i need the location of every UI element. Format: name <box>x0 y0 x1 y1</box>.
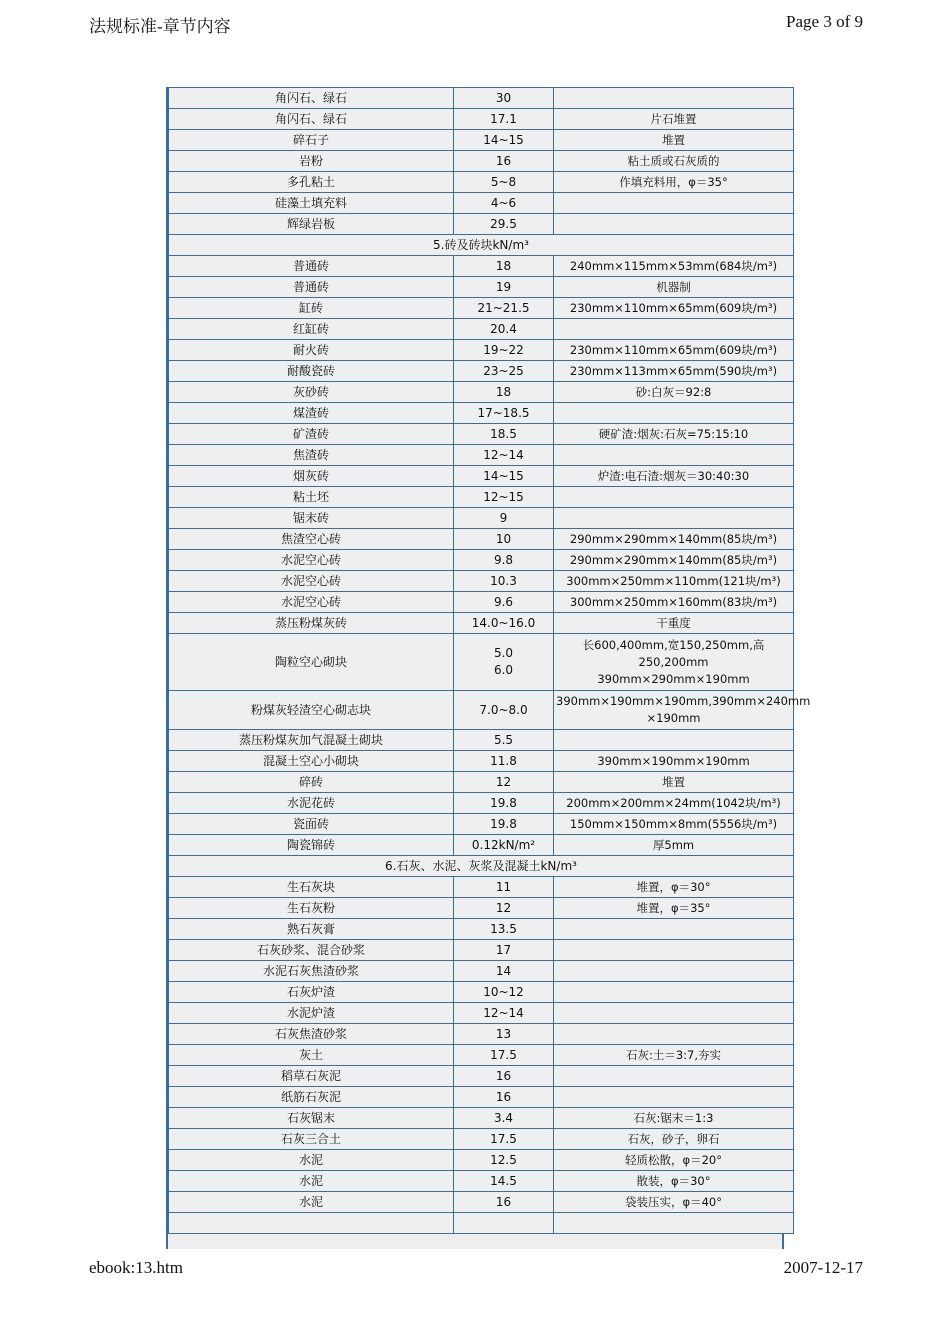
remark: 机器制 <box>554 277 794 298</box>
remark-line: ×190mm <box>646 711 701 725</box>
table-row <box>169 961 794 982</box>
unit-weight-line: 5.0 <box>493 646 514 660</box>
remark <box>554 961 794 982</box>
unit-weight: 29.5 <box>454 214 554 235</box>
material-name: 石灰三合土 <box>169 1129 454 1150</box>
remark <box>554 919 794 940</box>
table-row <box>169 835 794 856</box>
remark <box>554 1087 794 1108</box>
unit-weight: 18 <box>454 256 554 277</box>
material-name: 普通砖 <box>169 256 454 277</box>
table-row <box>169 277 794 298</box>
remark <box>554 691 811 730</box>
material-name: 混凝土空心小砌块 <box>169 751 454 772</box>
remark: 堆置，φ＝35° <box>554 898 794 919</box>
remark: 150mm×150mm×8mm(5556块/m³) <box>554 814 794 835</box>
material-name: 碎砖 <box>169 772 454 793</box>
material-name: 水泥空心砖 <box>169 550 454 571</box>
footer-source: ebook:13.htm <box>89 1258 183 1277</box>
table-row <box>169 1129 794 1150</box>
table-row <box>169 1108 794 1129</box>
remark: 300mm×250mm×160mm(83块/m³) <box>554 592 794 613</box>
remark-line: 长600,400mm,宽150,250mm,高 <box>582 637 765 652</box>
remark <box>554 193 794 214</box>
header-title: 法规标准-章节内容 <box>89 17 231 36</box>
unit-weight: 11.8 <box>454 751 554 772</box>
unit-weight: 13.5 <box>454 919 554 940</box>
unit-weight: 17.5 <box>454 1045 554 1066</box>
material-name: 水泥 <box>169 1192 454 1213</box>
table-row <box>169 487 794 508</box>
unit-weight: 16 <box>454 1192 554 1213</box>
table-row <box>169 691 794 730</box>
unit-weight: 12~14 <box>454 1003 554 1024</box>
remark: 堆置 <box>554 772 794 793</box>
remark <box>554 214 794 235</box>
unit-weight: 12~15 <box>454 487 554 508</box>
table-row <box>169 919 794 940</box>
table-row <box>169 130 794 151</box>
table-row <box>169 898 794 919</box>
material-name: 矿渣砖 <box>169 424 454 445</box>
remark <box>554 1213 794 1234</box>
table-row <box>169 793 794 814</box>
table-row <box>169 1192 794 1213</box>
material-name: 灰砂砖 <box>169 382 454 403</box>
unit-weight: 18.5 <box>454 424 554 445</box>
remark <box>554 88 794 109</box>
table-row <box>169 214 794 235</box>
remark <box>554 1066 794 1087</box>
remark <box>554 487 794 508</box>
unit-weight <box>454 634 554 691</box>
material-name: 石灰锯末 <box>169 1108 454 1129</box>
remark: 300mm×250mm×110mm(121块/m³) <box>554 571 794 592</box>
table-row <box>169 1024 794 1045</box>
unit-weight <box>454 1213 554 1234</box>
remark: 石灰:锯末＝1:3 <box>554 1108 794 1129</box>
table-row <box>169 109 794 130</box>
material-weight-table <box>166 87 811 1249</box>
remark <box>554 634 794 691</box>
material-name: 石灰焦渣砂浆 <box>169 1024 454 1045</box>
table-row <box>169 772 794 793</box>
remark: 290mm×290mm×140mm(85块/m³) <box>554 550 794 571</box>
table-row <box>169 172 794 193</box>
table-row <box>169 151 794 172</box>
unit-weight: 0.12kN/m² <box>454 835 554 856</box>
material-name: 生石灰粉 <box>169 898 454 919</box>
unit-weight: 9.8 <box>454 550 554 571</box>
material-name: 缸砖 <box>169 298 454 319</box>
unit-weight: 19.8 <box>454 793 554 814</box>
remark <box>554 1003 794 1024</box>
remark: 230mm×110mm×65mm(609块/m³) <box>554 340 794 361</box>
unit-weight: 14~15 <box>454 130 554 151</box>
unit-weight: 16 <box>454 151 554 172</box>
table-row <box>169 571 794 592</box>
material-name: 蒸压粉煤灰加气混凝土砌块 <box>169 730 454 751</box>
remark <box>554 403 794 424</box>
unit-weight: 17~18.5 <box>454 403 554 424</box>
table-row <box>169 877 794 898</box>
remark: 硬矿渣:烟灰:石灰=75:15:10 <box>554 424 794 445</box>
material-name: 普通砖 <box>169 277 454 298</box>
material-name: 水泥炉渣 <box>169 1003 454 1024</box>
material-name: 灰土 <box>169 1045 454 1066</box>
material-name: 锯末砖 <box>169 508 454 529</box>
remark: 作填充料用，φ＝35° <box>554 172 794 193</box>
remark: 粘土质或石灰质的 <box>554 151 794 172</box>
material-name: 角闪石、绿石 <box>169 88 454 109</box>
unit-weight: 16 <box>454 1087 554 1108</box>
unit-weight: 17.1 <box>454 109 554 130</box>
remark: 干重度 <box>554 613 794 634</box>
remark-line: 390mm×290mm×190mm <box>597 671 750 686</box>
material-name: 辉绿岩板 <box>169 214 454 235</box>
material-name: 焦渣砖 <box>169 445 454 466</box>
unit-weight: 9 <box>454 508 554 529</box>
table-row <box>169 814 794 835</box>
table-row <box>169 1003 794 1024</box>
table-row <box>169 466 794 487</box>
unit-weight-line: 6.0 <box>493 663 514 677</box>
material-name: 烟灰砖 <box>169 466 454 487</box>
unit-weight: 21~21.5 <box>454 298 554 319</box>
remark: 石灰:土＝3:7,夯实 <box>554 1045 794 1066</box>
material-name: 水泥 <box>169 1171 454 1192</box>
unit-weight: 5~8 <box>454 172 554 193</box>
table-body <box>169 88 811 1234</box>
remark: 230mm×110mm×65mm(609块/m³) <box>554 298 794 319</box>
material-name: 粉煤灰轻渣空心砌志块 <box>169 691 454 730</box>
remark-line: 250,200mm <box>638 654 709 669</box>
material-name: 耐火砖 <box>169 340 454 361</box>
unit-weight: 17.5 <box>454 1129 554 1150</box>
table-row <box>169 256 794 277</box>
table-row <box>169 1150 794 1171</box>
section-header-row <box>169 856 794 877</box>
table-row <box>169 550 794 571</box>
unit-weight: 14.5 <box>454 1171 554 1192</box>
table-row <box>169 424 794 445</box>
remark <box>554 730 794 751</box>
material-name: 粘土坯 <box>169 487 454 508</box>
table-row <box>169 1087 794 1108</box>
remark: 堆置 <box>554 130 794 151</box>
unit-weight: 12 <box>454 772 554 793</box>
remark <box>554 508 794 529</box>
remark: 石灰，砂子，卵石 <box>554 1129 794 1150</box>
material-name: 稻草石灰泥 <box>169 1066 454 1087</box>
material-name: 蒸压粉煤灰砖 <box>169 613 454 634</box>
remark <box>554 940 794 961</box>
material-name: 水泥石灰焦渣砂浆 <box>169 961 454 982</box>
unit-weight: 18 <box>454 382 554 403</box>
material-name: 岩粉 <box>169 151 454 172</box>
remark <box>554 445 794 466</box>
table-row <box>169 982 794 1003</box>
material-name: 熟石灰膏 <box>169 919 454 940</box>
table-row <box>169 730 794 751</box>
material-name: 水泥 <box>169 1150 454 1171</box>
unit-weight: 30 <box>454 88 554 109</box>
unit-weight: 23~25 <box>454 361 554 382</box>
remark: 砂:白灰＝92:8 <box>554 382 794 403</box>
remark: 轻质松散，φ＝20° <box>554 1150 794 1171</box>
table-row <box>169 1066 794 1087</box>
remark: 240mm×115mm×53mm(684块/m³) <box>554 256 794 277</box>
remark-line: 390mm×190mm×190mm,390mm×240mm <box>556 694 811 708</box>
remark <box>554 982 794 1003</box>
unit-weight: 13 <box>454 1024 554 1045</box>
table-row <box>169 634 794 691</box>
remark <box>554 319 794 340</box>
table-row <box>169 1171 794 1192</box>
remark: 200mm×200mm×24mm(1042块/m³) <box>554 793 794 814</box>
table-row <box>169 940 794 961</box>
unit-weight: 19 <box>454 277 554 298</box>
material-name: 瓷面砖 <box>169 814 454 835</box>
table-row <box>169 340 794 361</box>
table-row <box>169 88 794 109</box>
unit-weight: 19.8 <box>454 814 554 835</box>
remark: 230mm×113mm×65mm(590块/m³) <box>554 361 794 382</box>
unit-weight: 14 <box>454 961 554 982</box>
unit-weight: 19~22 <box>454 340 554 361</box>
unit-weight: 12~14 <box>454 445 554 466</box>
unit-weight: 14~15 <box>454 466 554 487</box>
unit-weight: 11 <box>454 877 554 898</box>
material-name: 硅藻土填充料 <box>169 193 454 214</box>
remark: 390mm×190mm×190mm <box>554 751 794 772</box>
unit-weight: 12.5 <box>454 1150 554 1171</box>
table-row <box>169 529 794 550</box>
material-name: 生石灰块 <box>169 877 454 898</box>
table-row <box>169 751 794 772</box>
table-row <box>169 193 794 214</box>
section-title: 6.石灰、水泥、灰浆及混凝土kN/m³ <box>169 856 794 877</box>
unit-weight: 14.0~16.0 <box>454 613 554 634</box>
table-row <box>169 298 794 319</box>
unit-weight: 5.5 <box>454 730 554 751</box>
unit-weight: 10~12 <box>454 982 554 1003</box>
material-name: 纸筋石灰泥 <box>169 1087 454 1108</box>
section-header-row <box>169 235 794 256</box>
unit-weight: 3.4 <box>454 1108 554 1129</box>
material-name: 焦渣空心砖 <box>169 529 454 550</box>
table-row <box>169 361 794 382</box>
unit-weight: 20.4 <box>454 319 554 340</box>
remark: 厚5mm <box>554 835 794 856</box>
material-name: 红缸砖 <box>169 319 454 340</box>
table-row <box>169 508 794 529</box>
material-name: 角闪石、绿石 <box>169 109 454 130</box>
material-name: 煤渣砖 <box>169 403 454 424</box>
material-name: 水泥空心砖 <box>169 592 454 613</box>
material-name: 水泥空心砖 <box>169 571 454 592</box>
unit-weight: 9.6 <box>454 592 554 613</box>
material-name <box>169 1213 454 1234</box>
footer-date: 2007-12-17 <box>783 1258 863 1277</box>
table-row <box>169 319 794 340</box>
material-name: 石灰砂浆、混合砂浆 <box>169 940 454 961</box>
remark: 袋装压实，φ＝40° <box>554 1192 794 1213</box>
material-name: 陶粒空心砌块 <box>169 634 454 691</box>
remark <box>554 1024 794 1045</box>
unit-weight: 16 <box>454 1066 554 1087</box>
table-row <box>169 445 794 466</box>
section-title: 5.砖及砖块kN/m³ <box>169 235 794 256</box>
remark: 290mm×290mm×140mm(85块/m³) <box>554 529 794 550</box>
table-row <box>169 1213 794 1234</box>
unit-weight: 10.3 <box>454 571 554 592</box>
remark: 片石堆置 <box>554 109 794 130</box>
remark: 炉渣:电石渣:烟灰＝30:40:30 <box>554 466 794 487</box>
unit-weight: 10 <box>454 529 554 550</box>
material-name: 碎石子 <box>169 130 454 151</box>
material-name: 多孔粘土 <box>169 172 454 193</box>
table-row <box>169 382 794 403</box>
page-number: Page 3 of 9 <box>786 12 863 31</box>
remark: 散装，φ＝30° <box>554 1171 794 1192</box>
unit-weight: 17 <box>454 940 554 961</box>
material-name: 陶瓷锦砖 <box>169 835 454 856</box>
unit-weight: 7.0~8.0 <box>454 691 554 730</box>
data-table <box>168 87 811 1234</box>
table-row <box>169 403 794 424</box>
remark: 堆置，φ＝30° <box>554 877 794 898</box>
material-name: 耐酸瓷砖 <box>169 361 454 382</box>
material-name: 水泥花砖 <box>169 793 454 814</box>
material-name: 石灰炉渣 <box>169 982 454 1003</box>
unit-weight: 12 <box>454 898 554 919</box>
table-row <box>169 1045 794 1066</box>
table-row <box>169 592 794 613</box>
unit-weight: 4~6 <box>454 193 554 214</box>
table-row <box>169 613 794 634</box>
